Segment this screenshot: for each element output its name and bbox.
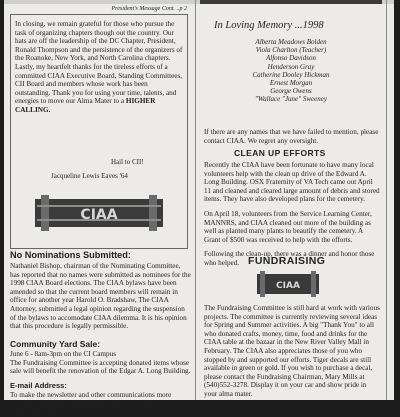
memorial-note: If there are any names that we have failed to mention, please contact CIAA. We regret any oversight.	[204, 128, 379, 145]
cleanup-paragraph: On April 18, volunteers from the Service Learning Center, MANNRS, and CIAA cleaned out more of the building as well as planted many plants to beautify the cemetery. A Grant of $500 was received to help with the efforts.	[204, 209, 372, 244]
memorial-name: Catherine Dooley Hickman	[252, 70, 330, 79]
continuation-note: President's Message Cont. ..p 2	[111, 6, 187, 12]
memorial-name: Alfonso Davidson	[266, 54, 316, 63]
memorial-name: Ernest Morgan	[269, 79, 313, 88]
fundraising-body: The Fundraising Committee is still hard at work with various projects. The committee is currently reviewing several ideas for Spring and Summer activities. A big "Thank You" to all who donated crafts, money, time, food and drinks for the CIAA table at the bazaar in the New River Valley Mall in February. The CIAA also appreciates those of you who stopped by and supported our efforts. Tiger decals are still available in green or gold. If you wish to purchase a decal, please contact the Fundraising Chairman, Mary Mills at (540)552-3278. Display it on your car and show pride in your alma mater.	[204, 304, 380, 398]
memorial-name: Viola Charlton (Teacher)	[255, 46, 327, 55]
cleanup-paragraph: Following the clean-up, there was a dinner and honor those who helped.	[204, 250, 375, 267]
memorial-name: Henderson Gray	[267, 62, 315, 71]
memorial-name: Alberta Meadows Bolden	[255, 38, 327, 46]
ciaa-banner-image	[35, 191, 163, 235]
nominations-heading: No Nominations Submitted:	[10, 250, 131, 260]
memorial-names	[200, 38, 382, 104]
yard-sale-body	[10, 350, 191, 376]
presidents-message-box	[10, 14, 188, 249]
fund-banner-text: CIAA	[276, 281, 300, 291]
email-body: To make the newsletter and other communications more accessible, please E-Mail Myrtle Lewis your address to: wlewis@vt.edu	[10, 391, 172, 417]
fundraising-heading: FUNDRAISING	[248, 255, 326, 267]
right-edge-rule	[386, 0, 387, 400]
column-divider	[195, 0, 196, 400]
cleanup-paragraph: Recently the CIAA have been fortunate to have many local volunteers help with the clean up drive of the Edward A. Long Building. OSX Fraternity of VA Tech came out April 11 and cleaned and cleared large amount of debris and stored items. They have also developed plans for the cemetery.	[204, 161, 380, 204]
higher-calling-text: HIGHER CALLING.	[15, 97, 156, 114]
left-column	[10, 0, 191, 417]
presidents-message-paragraph: In closing, we remain grateful for those who pursue the task of organizing chapters though out the country. Our hats are off the leadership of the DC Chapter, President, Ronald Thompson and the persistence of the organizers of the Roanoke, New York, and North Carolina chapters. Lastly, my heartfelt thanks for the tireless efforts of a committed CIAA Executive Board, Standing Committees, CII Board and members whose work has been outstanding. Thank you for using your time, talents, and energies to move our Alma Mater to a	[15, 20, 183, 106]
signature: Jacqueline Lewis Eaves '64	[51, 172, 128, 180]
hail-line: Hail to CII!	[111, 158, 144, 166]
memorial-name: "Wallace "June" Sweeney	[255, 95, 327, 104]
newsletter-page	[4, 0, 394, 417]
cleanup-heading: CLEAN UP EFFORTS	[234, 148, 326, 158]
ciaa-banner-text: CIAA	[80, 207, 118, 223]
yard-sale-date: June 6 - 8am-3pm on the CI Campus	[10, 350, 117, 358]
memorial-name: George Owens	[270, 87, 312, 96]
email-heading: E-mail Address:	[10, 381, 67, 390]
fundraising-banner-image	[257, 270, 319, 298]
presidents-message-text	[15, 20, 183, 115]
memorial-title: In Loving Memory ...1998	[214, 20, 324, 31]
yard-sale-heading: Community Yard Sale:	[10, 339, 101, 349]
nominations-body: Nathaniel Bishop, chairman of the Nominating Committee, has reported that no names were submitted as nominees for the 1998 CIAA Board elections. The CIAA bylaws have been amended so that the current board members will remain in office for another year Harold O. Bradshaw, The CIAA Attorney, submitted a legal opinion regarding the suspension of the bylaws to accomodate CIAA dilemma. It is his opinion that this procedure is legally permissible.	[10, 262, 191, 331]
yard-sale-text: The Fundraising Committee is accepting donated items whose sale will benefit the renovation of the Edgar A. Long Building.	[10, 358, 191, 376]
right-column	[200, 0, 382, 400]
